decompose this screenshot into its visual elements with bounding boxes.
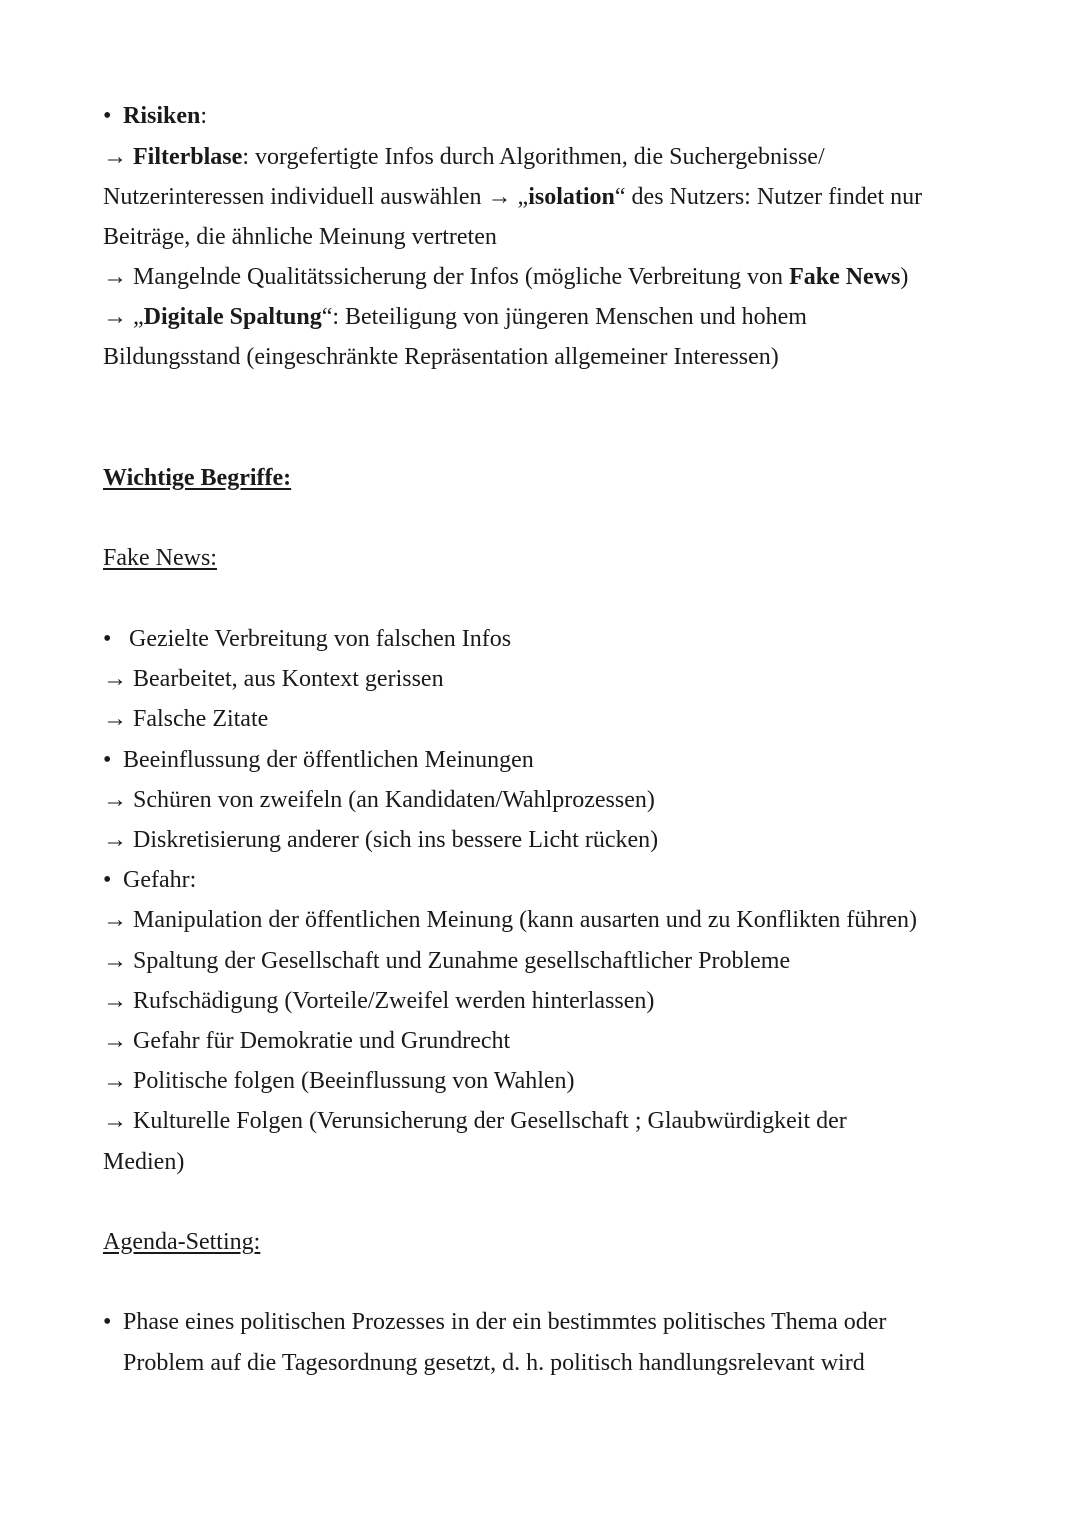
- fake-news-line-text: → Kulturelle Folgen (Verunsicherung der Gesellschaft ; Glaubwürdigkeit der: [103, 1108, 847, 1134]
- fake-news-line: [103, 825, 658, 855]
- fake-news-line: [103, 1066, 575, 1096]
- fake-news-line: [103, 905, 917, 935]
- digital-spaltung-term: Digitale Spaltung: [143, 304, 322, 330]
- fake-news-line-text: Beeinflussung der öffentlichen Meinungen: [123, 747, 534, 773]
- agenda-heading: Agenda-Setting:: [103, 1229, 261, 1255]
- fake-news-line-text: Gefahr:: [123, 867, 197, 893]
- fake-news-line-text: → Spaltung der Gesellschaft und Zunahme gesellschaftlicher Probleme: [103, 948, 791, 974]
- fake-news-line: [103, 1147, 184, 1177]
- bullet: •: [103, 867, 112, 893]
- risks-heading-line: • Risiken:: [103, 103, 208, 129]
- fake-news-line-text: → Schüren von zweifeln (an Kandidaten/Wahlprozessen): [103, 787, 655, 813]
- fake-news-line-text: → Politische folgen (Beeinflussung von Wahlen): [103, 1068, 575, 1094]
- risks-heading: Risiken: [123, 103, 201, 129]
- isolation-term: isolation: [528, 184, 615, 210]
- bullet: •: [103, 103, 112, 129]
- fake-news-line: [103, 745, 534, 775]
- fake-news-line-text: → Rufschädigung (Vorteile/Zweifel werden hinterlassen): [103, 988, 655, 1014]
- fake-news-line-text: → Gefahr für Demokratie und Grundrecht: [103, 1028, 511, 1054]
- fake-news-line-text: → Bearbeitet, aus Kontext gerissen: [103, 666, 444, 692]
- digital-line-1: → „Digitale Spaltung“: Beteiligung von jüngeren Menschen und hohem: [103, 304, 807, 330]
- bullet: •: [103, 747, 112, 773]
- fake-news-heading: Fake News:: [103, 545, 217, 571]
- fake-news-line-text: Medien): [103, 1149, 185, 1175]
- fake-news-line-text: → Manipulation der öffentlichen Meinung (kann ausarten und zu Konflikten führen): [103, 907, 917, 933]
- fake-news-line: [103, 1026, 510, 1056]
- bullet: •: [103, 626, 112, 652]
- agenda-line-2: Problem auf die Tagesordnung gesetzt, d. h. politisch handlungsrelevant wird: [123, 1350, 865, 1376]
- terms-heading: Wichtige Begriffe:: [103, 465, 292, 491]
- fake-news-line: [103, 986, 654, 1016]
- fake-news-line: [103, 785, 655, 815]
- fake-news-line: [103, 865, 196, 895]
- fake-news-line: [103, 624, 511, 654]
- fake-news-line: [103, 704, 268, 734]
- filterblase-term: Filterblase: [133, 144, 243, 170]
- fake-news-line-text: → Diskretisierung anderer (sich ins bessere Licht rücken): [103, 827, 659, 853]
- fake-news-term: Fake News: [789, 264, 901, 290]
- fake-news-line-text: Gezielte Verbreitung von falschen Infos: [123, 626, 512, 652]
- fake-news-line-text: → Falsche Zitate: [103, 706, 269, 732]
- bullet: •: [103, 1309, 112, 1335]
- agenda-line-1: • Phase eines politischen Prozesses in der ein bestimmtes politisches Thema oder: [103, 1309, 887, 1335]
- filterblase-line-2: Nutzerinteressen individuell auswählen → „isolation“ des Nutzers: Nutzer findet nur: [103, 184, 923, 210]
- quality-line: → Mangelnde Qualitätssicherung der Infos (mögliche Verbreitung von Fake News): [103, 264, 909, 290]
- fake-news-line: [103, 946, 790, 976]
- fake-news-line: [103, 1106, 847, 1136]
- filterblase-line-1: → Filterblase: vorgefertigte Infos durch Algorithmen, die Suchergebnisse/: [103, 144, 825, 170]
- fake-news-line: [103, 664, 444, 694]
- digital-line-2: Bildungsstand (eingeschränkte Repräsentation allgemeiner Interessen): [103, 344, 779, 370]
- filterblase-line-3: Beiträge, die ähnliche Meinung vertreten: [103, 224, 497, 250]
